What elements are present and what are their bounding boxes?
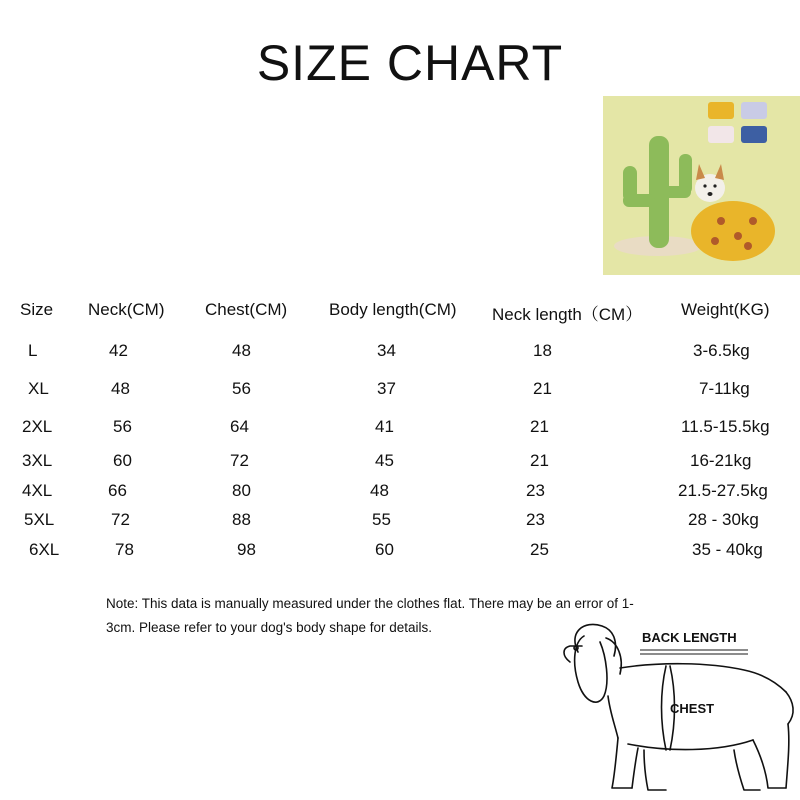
table-cell-neck: 42	[109, 341, 128, 360]
table-cell-body-length: 41	[375, 417, 394, 436]
table-cell-chest: 88	[232, 510, 251, 529]
table-cell-chest: 56	[232, 379, 251, 398]
measurement-note: Note: This data is manually measured under the clothes flat. There may be an error of 1-3cm. Please refer to your dog's body shape for details.	[106, 596, 634, 635]
product-photo-illustration	[603, 96, 800, 275]
table-cell-size: 3XL	[22, 451, 53, 470]
table-cell-weight: 16-21kg	[690, 451, 752, 470]
header-neck: Neck(CM)	[88, 300, 165, 319]
dog-measurement-diagram	[548, 612, 800, 800]
back-length-label: BACK LENGTH	[642, 630, 737, 645]
table-cell-neck-length: 25	[530, 540, 549, 559]
table-cell-chest: 98	[237, 540, 256, 559]
page-title: SIZE CHART	[256, 35, 564, 91]
table-cell-weight: 28 - 30kg	[688, 510, 759, 529]
table-cell-size: 6XL	[29, 540, 60, 559]
table-cell-chest: 80	[232, 481, 251, 500]
header-weight: Weight(KG)	[681, 300, 770, 319]
table-cell-chest: 72	[230, 451, 249, 470]
table-cell-neck-length: 21	[530, 451, 549, 470]
table-cell-weight: 7-11kg	[699, 379, 750, 398]
table-cell-size: L	[28, 341, 38, 360]
table-cell-neck: 66	[108, 481, 127, 500]
table-cell-neck-length: 21	[530, 417, 549, 436]
table-cell-size: 4XL	[22, 481, 53, 500]
table-cell-neck-length: 23	[526, 481, 545, 500]
table-cell-body-length: 37	[377, 379, 396, 398]
table-cell-neck: 48	[111, 379, 130, 398]
table-cell-chest: 48	[232, 341, 251, 360]
table-cell-size: 5XL	[24, 510, 55, 529]
table-cell-body-length: 34	[377, 341, 396, 360]
table-cell-neck: 72	[111, 510, 130, 529]
table-cell-body-length: 60	[375, 540, 394, 559]
table-cell-neck: 60	[113, 451, 132, 470]
header-body-length: Body length(CM)	[329, 300, 457, 319]
table-cell-chest: 64	[230, 417, 249, 436]
table-cell-body-length: 45	[375, 451, 394, 470]
table-cell-neck: 78	[115, 540, 134, 559]
table-cell-neck-length: 23	[526, 510, 545, 529]
table-cell-neck: 56	[113, 417, 132, 436]
header-size: Size	[20, 300, 54, 319]
table-cell-weight: 3-6.5kg	[693, 341, 750, 360]
header-chest: Chest(CM)	[205, 300, 288, 319]
table-cell-weight: 35 - 40kg	[692, 540, 763, 559]
table-cell-body-length: 55	[372, 510, 391, 529]
table-cell-size: 2XL	[22, 417, 53, 436]
table-cell-weight: 21.5-27.5kg	[678, 481, 768, 500]
table-cell-size: XL	[28, 379, 49, 398]
table-cell-weight: 11.5-15.5kg	[681, 417, 770, 436]
product-photo	[603, 96, 800, 275]
table-cell-body-length: 48	[370, 481, 389, 500]
chest-label: CHEST	[670, 701, 715, 716]
header-neck-length: Neck length（CM）	[492, 305, 643, 324]
table-cell-neck-length: 18	[533, 341, 552, 360]
table-cell-neck-length: 21	[533, 379, 552, 398]
